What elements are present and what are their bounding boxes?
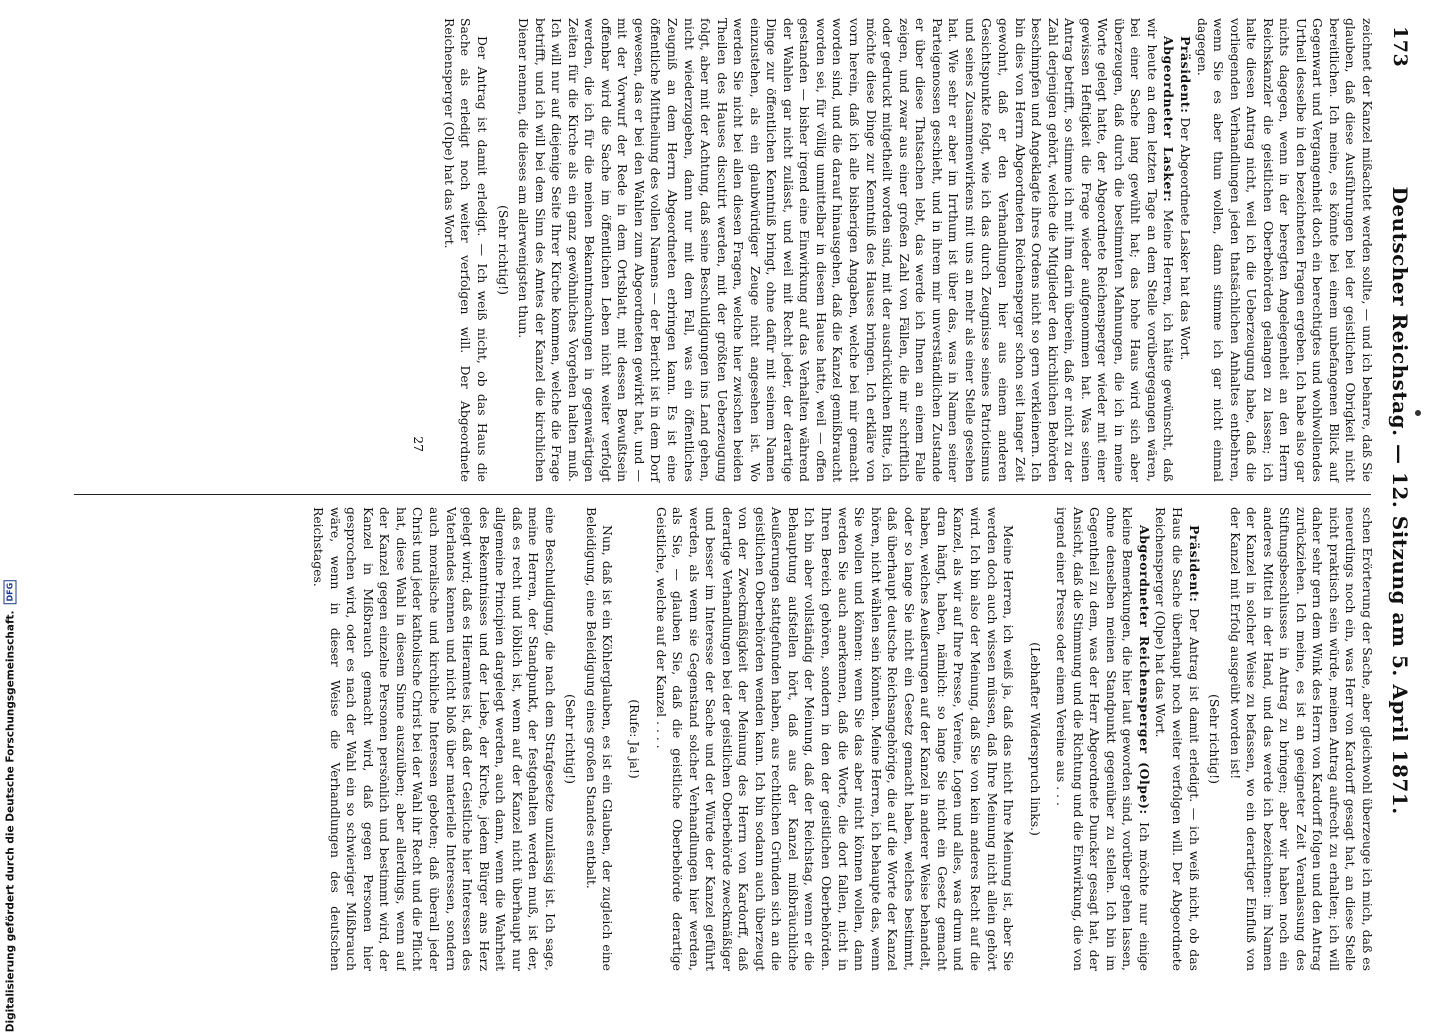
speech-paragraph: [515, 18, 1177, 482]
interjection: (Rufe: Ja ja!): [627, 699, 643, 779]
speech-text: Meine Herren, ich hätte gewünscht, daß wir heute an dem letzten Tage an dem Stelle vorübergegangen wären, bei einer Sache lang gewühlt hat; das hohe Haus wird sich aber überzeugen, daß durch die bestimmten Mahnungen, die ich in meine Worte gelegt hatte, der Abgeordnete Reichensperger wieder mit einer gewissen Heftigkeit die Frage wieder aufgenommen hat. Was seinen Antrag betrifft, so stimme ich mit ihm darin überein, daß er nicht zu der Zahl derjenigen gehört, welche die Mitglieder den kirchlichen Behörden beschimpfen und Angeklagte ihres Ordens nicht so gern verkleinern. Ich bin dies von Herrn Abgeordneten Reichensperger schon seit langer Zeit gewohnt, daß er den Verhandlungen hier aus einem anderen Gesichtspunkte folgt, wie ich das durch Zeugnisse seines Patriotismus und seines Zusammenwirkens mit uns an mehr als einer Stelle gesehen hat. Wie sehr er aber im Irrthum ist über das, was in Namen seiner Parteigenossen geschieht, und in ihrem mir unverständlichen Zustande er über diese Thatsachen lebt, das werde ich Ihnen an einem Falle zeigen, und zwar aus einer großen Zahl von Fällen, die mir schriftlich oder gedruckt mitgetheilt worden sind, mit der ausdrücklichen Bitte, ich möchte diese Dinge zur Kenntniß des Hauses bringen. Ich erkläre von vorn herein, daß ich alle bisherigen Angaben, welche bei mir gemacht worden sind, und die darauf hinausgehen, daß die Kanzel gemißbraucht worden sei, für völlig unmittelbar in diesem Hause hatte, weil — offen gestanden — bisher irgend eine Einwirkung auf das Verhalten während der Wahlen gar nicht zulässt, und weil mit Recht jeder, der derartige Dinge zur öffentlichen Kenntniß bringt, ohne dafür mit seinem Namen einzustehen, als ein glaubwürdiger Zeuge nicht angesehen ist. Wo werden Sie nicht bei allen diesen Fragen, welche hier zwischen beiden Theilen des Hauses discutirt werden, mit der größten Ueberzeugung folgt, aber mit der Achtung, daß seine Beschuldigungen ins Land gehen, nicht wiederzugeben, dann nur mit dem Fall, was ein öffentliches Zeugniß an dem Herrn Abgeordneten erbringen kann. Es ist eine öffentliche Mittheilung des vollen Namens — der Bericht ist in dem Dorf gewesen, das er bei den Wahlen zum Abgeordneten gewirkt hat, und — mit der Vorwurf der Rede in dem Ortsblatt, mit dessen Bewußtsein offenbar wird die Sache im öffentlichen Leben nicht weiter verfolgt werden, die ich für die meinen Bekanntmachungen in gegenwärtigen Zeiten für die Kirche als ein ganz gewöhnliches Vorgehen halten muß. Ich will nur auf diejenige Seite Ihrer Kirche kommen, welche die Frage betrifft, und ich will bei dem Sinn des Amtes der Kanzel die kirchlichen Diener nennen, die dieses am allerwenigsten thun.: [516, 18, 1177, 482]
speech-text: Der Abgeordnete Lasker hat das Wort.: [1177, 117, 1193, 361]
page-header: [1375, 18, 1425, 972]
speaker-name: Präsident:: [1186, 525, 1202, 603]
paragraph: zeichnet der Kanzel mißachtet werden sollte, — und ich beharre, daß Sie glauben, daß diese Ausführungen bei der geistlichen Obrigkeit nicht bereitlichen. Ich meine, es könnte bei einem unbefangenen Blick auf Gegenwart und Vergangenheit doch ein berechtigtes und wohlwollendes Urtheil desselbe in den bezeichneten Fragen ergeben. Ich habe also gar nichts dagegen, wenn in der beregten Angelegenheit an den Herrn Reichskanzler die geistlichen Oberbehörden gelangen zu lassen; ich halte diesen Antrag nicht, weil ich die Ueberzeugung habe, daß die vorliegenden Verhandlungen jeden thatsächlichen Anhaltes entbehren, wenn Sie es aber thun wollen, dann stimme ich gar nicht einmal dagegen.: [1194, 18, 1375, 482]
scan-mark: [1415, 410, 1421, 416]
interjection: (Sehr richtig!): [495, 205, 511, 295]
speech-paragraph: [1053, 507, 1152, 971]
paragraph: Meine Herren, ich weiß ja, daß das nicht Ihre Meinung ist, aber Sie werden doch auch wissen müssen, daß Ihre Meinung nicht allein gehört wird. Ich bin also der Meinung, daß Sie von kein anderes Recht auf die Kanzel, als wir auf Ihre Presse, Vereine, Logen und alles, was drum und dran hängt, haben, nämlich: so lange Sie nicht ein Gesetz gemacht haben, welches Aeußerungen auf der Kanzel in anderer Weise behandelt, oder so lange Sie nicht ein Gesetz gemacht haben, welches bestimmt, daß überhaupt deutsche Reichsangehörige, die auf die Worte der Kanzel hören, nicht wählen sein könnten. Meine Herren, ich behaupte das, wenn Sie wollen und können: wenn Sie das aber nicht können wollen, dann werden Sie auch anerkennen, daß die Worte, die dort fallen, nicht in Ihren Bereich gehören, sondern in den der geistlichen Oberbehörden. Ich bin aber vollständig der Meinung, daß der Reichstag, wenn er die Behauptung aufstellen hört, daß aus der Kanzel mißbräuchliche Aeußerungen stattgefunden haben, aus rechtlichen Gründen sich an die geistlichen Oberbehörden wenden kann. Ich bin sodann auch überzeugt von der Zweckmäßigkeit der Meinung des Herrn von Kardorff, daß derartige Verhandlungen bei der geistlichen Oberbehörde zweckmäßiger und besser im Interesse der Sache und der Würde der Kanzel geführt werden, als wenn sie Gegenstand solcher Verhandlungen hier werden, als Sie, — glauben Sie, daß die geistliche Oberbehörde derartige Geistliche, welche auf der Kanzel . . . .: [653, 507, 1017, 971]
paragraph: Nun, daß ist ein Köhlerglauben, es ist ein Glauben, der zugleich eine Beleidigung, eine Beleidigung eines großen Standes entbalt.: [583, 507, 616, 971]
paragraph: schen Erörterung der Sache, aber gleichwohl überzeuge ich mich, daß es neuerdings noch ein, was Herr von Kardorff gesagt hat, an diese Stelle nicht praktisch sein würde, meinen Antrag aufrecht zu erhalten; ich will daher sehr gern dem Wink des Herrn von Kardorff folgen und den Antrag zurückziehen. Ich meine, es ist an geeigneter Zeit Veranlassung des Stiftungsbeschlusses in Antrag zu bringen; aber wir haben noch ein anderes Mittel in der Hand, und das werde ich bezeichnen: im Namen der Kanzel in solcher Weise zu befassen, wo ein derartiger Einfluß von der Kanzel mit Erfolg ausgeübt worden ist!: [1227, 507, 1375, 971]
speech-paragraph: [1176, 18, 1193, 482]
paragraph: eine Beschuldigung, die nach dem Strafgesetze unzulässig ist. Ich sage, meine Herren, der Standpunkt, der festgehalten werden muß, ist der, daß es recht und löblich ist, wenn auf der Kanzel nicht überhaupt nur allgemeine Principien dargelegt werden, auch dann, wenn die Wahrheit des Bekenntnisses und der Liebe, der Kirche, jedem Bürger ans Herz gelegt wird; daß es Hieramtes ist, daß der Geistliche hier Interessen des Vaterlandes kennen und nicht bloß über materielle Interessen, sondern auch moralische und kirchliche Interessen geboten; daß überall jeder Christ und jeder katholische Christ bei der Wahl ihr Recht und die Pflicht hat, diese Wahl in diesem Sinne auszuüben; aber allerdings, wenn auf der Kanzel gegen einzelne Personen persönlich und bestimmt wird, der Kanzel in Mißbrauch gemacht wird, daß gegen Personen hier gesprochen wird, oder es nach der Wahl ein so schwieriger Mißbrauch wäre, wenn in dieser Weise die Verhandlungen des deutschen Reichstages.: [311, 507, 558, 971]
interjection: (Sehr richtig!): [1207, 694, 1223, 784]
speech-paragraph: [1152, 507, 1202, 971]
paragraph: Der Antrag ist damit erledigt. — Ich weiß nicht, ob das Haus die Sache als erledigt noch weiter verfolgen will. Der Abgeordnete Reichensperger (Olpe) hat das Wort.: [441, 18, 491, 482]
speech-text: Der Antrag ist damit erledigt. — ich weiß nicht, ob das Haus die Sache überhaupt noch weiter verfolgen will. Der Abgeordnete Reichensperger (Olpe) hat das Wort.: [1153, 507, 1202, 971]
text-columns: [70, 18, 1375, 972]
speaker-name: Abgeordneter Lasker:: [1161, 36, 1177, 203]
dfg-logo-icon: DFG: [4, 580, 17, 605]
speaker-name: Abgeordneter Reichensperger (Olpe):: [1136, 525, 1152, 815]
credit-text: Digitalisierung gefördert durch die Deutsche Forschungsgemeinschaft.: [4, 610, 16, 1032]
page-number: 173: [1389, 26, 1411, 68]
speech-text: Ich möchte nur einige kleine Bemerkungen, die hier laut geworden sind, vorüber gehen lassen, ohne denselben meinen Standpunkt gegenüber zu stellen. Ich bin im Gegentheil zu dem, was der Herr Abgeordnete Duncker gesagt hat, der Ansicht, daß die Stimmung und die Richtung und die Einwirkung, die von irgend einer Presse oder einem Vereine aus . . .: [1054, 507, 1152, 971]
rotated-page: [10, 0, 1425, 990]
speaker-name: Präsident:: [1177, 36, 1193, 114]
left-column: [70, 18, 1375, 494]
running-title: Deutscher Reichstag. — 12. Sitzung am 5. April 1871.: [1388, 186, 1412, 815]
signature-mark: 27: [411, 436, 427, 452]
interjection: (Sehr richtig!): [563, 694, 579, 784]
digitization-credit: [4, 582, 16, 1032]
interjection: (Lebhafter Widerspruch links.): [1027, 642, 1043, 836]
right-column: [70, 495, 1375, 971]
